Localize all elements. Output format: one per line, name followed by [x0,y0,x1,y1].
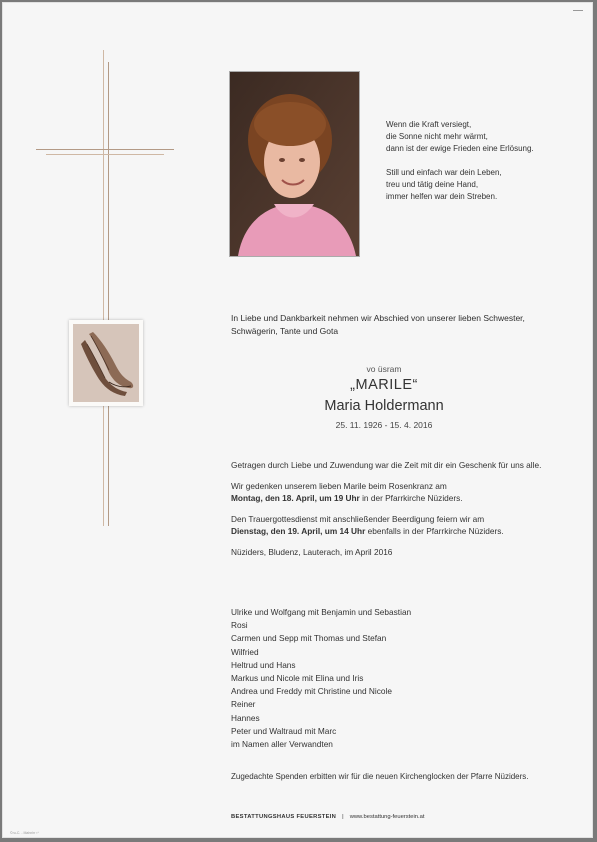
poem [386,119,586,203]
mourner-entry: Wilfried [231,646,259,657]
portrait-image [230,72,359,256]
cross-vertical-line [103,50,104,526]
mourner-entry: Reiner [231,699,256,710]
mourner-entry: Hannes [231,712,260,723]
funeral-intro: Den Trauergottesdienst mit anschließender Beerdigung feiern wir am [231,513,485,524]
poem-stanza-2 [386,167,586,203]
mourner-entry: Andrea und Freddy mit Christine und Nicole [231,686,392,697]
announcement-body [231,459,551,567]
mourner-entry: Peter und Waltraud mit Marc [231,725,337,736]
rosary-place: in der Pfarrkirche Nüziders. [359,493,463,504]
mourners-list [231,606,531,751]
mourner-entry: Rosi [231,620,248,631]
rosary-intro: Wir gedenken unserem lieben Marile beim Rosenkranz am [231,480,447,491]
funeral-date: Dienstag, den 19. April, um 14 Uhr [231,526,366,537]
poem-line: Wenn die Kraft versiegt, [386,120,472,129]
poem-line: Still und einfach war dein Leben, [386,168,502,177]
paragraph-funeral [231,513,551,538]
paragraph-gift: Getragen durch Liebe und Zuwendung war die Zeit mit dir ein Geschenk für uns alle. [231,460,542,470]
deceased-name: Maria Holdermann [324,398,444,414]
mourner-entry: Carmen und Sepp mit Thomas und Stefan [231,633,387,644]
intro-text: In Liebe und Dankbarkeit nehmen wir Abschied von unserer lieben Schwester, Schwägerin, Tante und Gota [231,313,525,336]
donation-note: Zugedachte Spenden erbitten wir für die neuen Kirchenglocken der Pfarre Nüziders. [231,772,529,781]
funeral-place: ebenfalls in der Pfarrkirche Nüziders. [365,526,504,537]
life-dates: 25. 11. 1926 - 15. 4. 2016 [335,420,433,430]
poem-stanza-1 [386,119,586,155]
mourner-entry: im Namen aller Verwandten [231,739,333,750]
mourner-entry: Markus und Nicole mit Elina und Iris [231,673,364,684]
portrait-photo [229,71,360,257]
name-prefix: vo üsram [366,364,402,374]
corner-mark [573,10,583,11]
website-link[interactable]: www.bestattung-feuerstein.at [349,814,425,820]
mourner-entry: Ulrike und Wolfgang mit Benjamin und Sebastian [231,607,412,617]
poem-line: dann ist der ewige Frieden eine Erlösung. [386,144,534,153]
rosary-date: Montag, den 18. April, um 19 Uhr [231,493,360,504]
praying-hands-icon [73,324,139,402]
poem-line: die Sonne nicht mehr wärmt, [386,132,488,141]
praying-hands-tile [69,320,143,406]
nickname: „MARILE“ [350,377,418,393]
mourner-entry: Heltrud und Hans [231,659,296,670]
poem-line: immer helfen war dein Streben. [386,192,498,201]
paragraph-rosary [231,480,551,505]
cross-horizontal-line-inner [46,154,164,155]
cross-vertical-line-inner [108,62,109,526]
place-and-date: Nüziders, Bludenz, Lauterach, im April 2016 [231,546,393,557]
cross-horizontal-line [36,149,174,150]
obituary-page [2,2,593,838]
footer-separator: | [342,814,344,820]
footer [231,814,424,820]
company-name: BESTATTUNGSHAUS FEUERSTEIN [231,814,337,820]
poem-line: treu und tätig deine Hand, [386,180,479,189]
print-code: ©ru-C. - Mahnhr ¹⁶ [10,831,39,835]
